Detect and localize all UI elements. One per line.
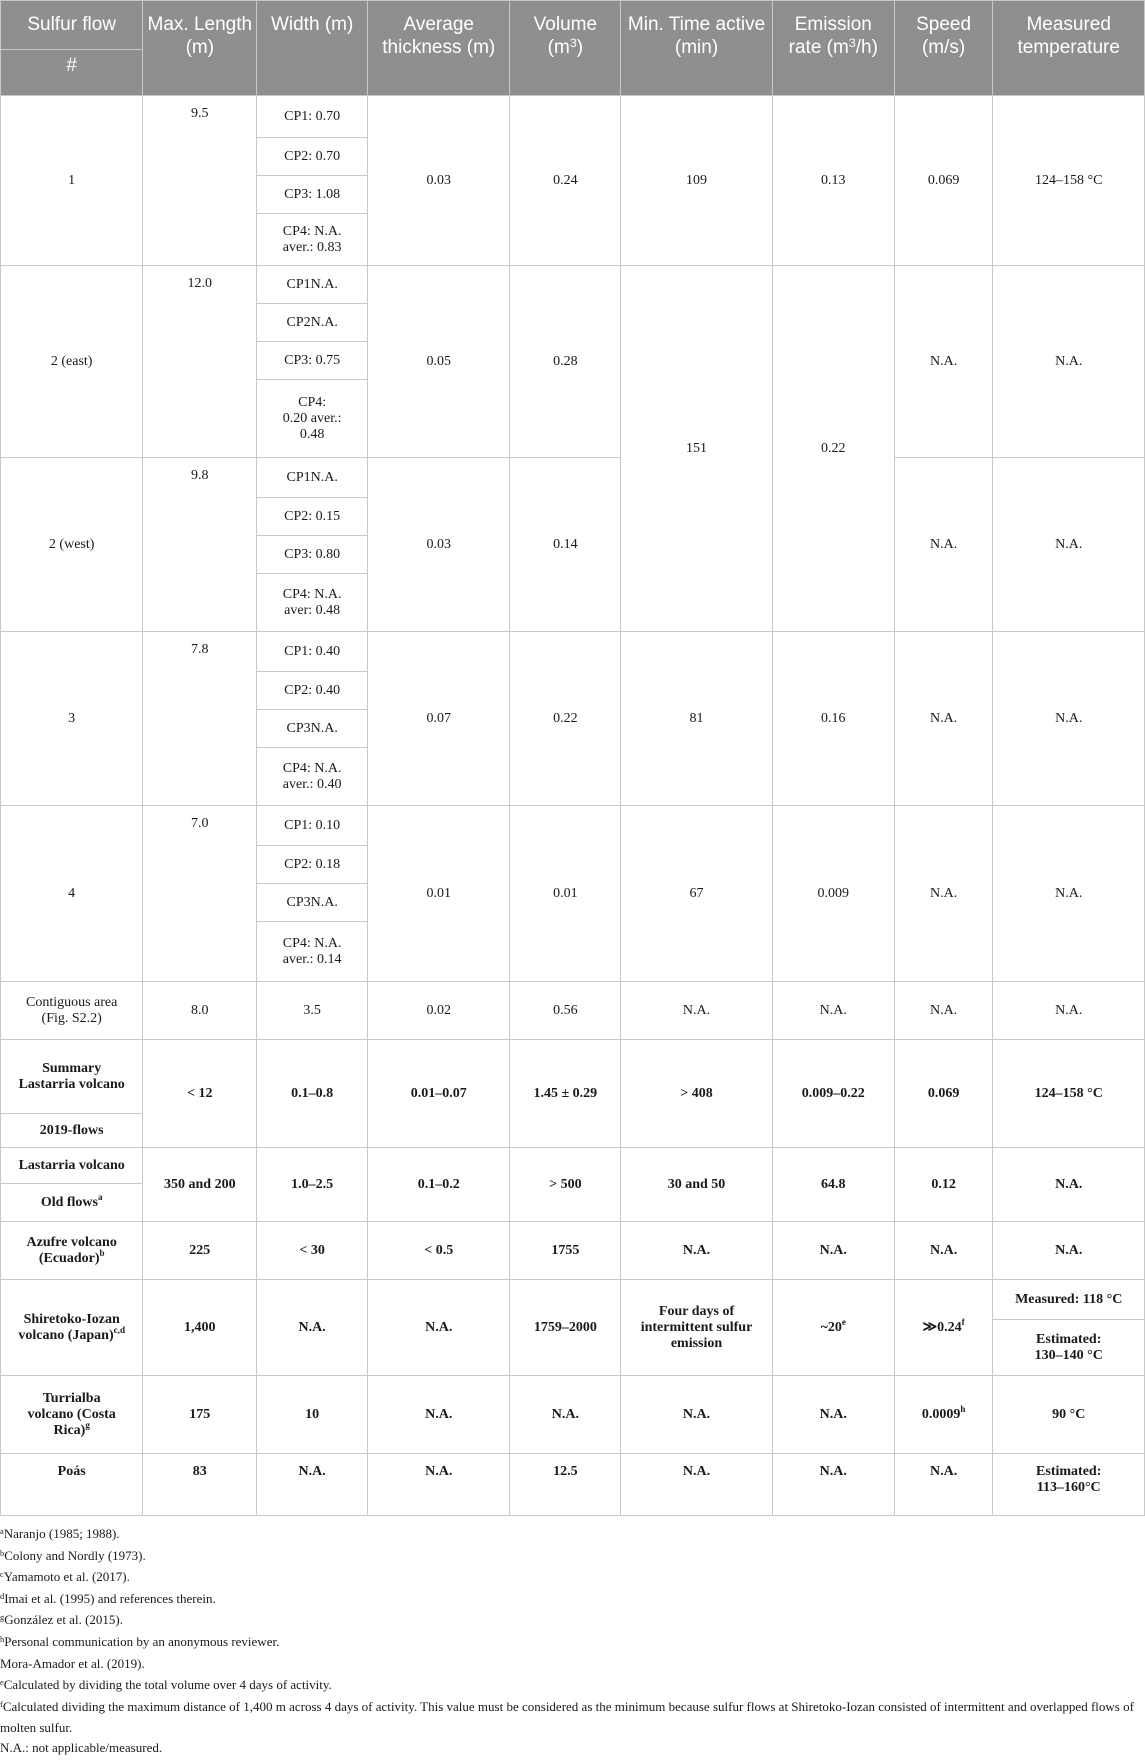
cell-length: 175 bbox=[143, 1376, 257, 1454]
cell-thickness: N.A. bbox=[368, 1454, 510, 1516]
table-header bbox=[1, 1, 1145, 96]
cell-width: 3.5 bbox=[257, 982, 368, 1040]
cell-thickness: 0.02 bbox=[368, 982, 510, 1040]
footnote: $^h$Personal communication by an anonymous reviewer. bbox=[0, 1633, 280, 1649]
cell-width-cp1: CP1: 0.40 bbox=[257, 632, 368, 672]
cell-length: 9.8 bbox=[143, 458, 257, 632]
cell-width-cp4: CP4: N.A. aver.: 0.40 bbox=[257, 748, 368, 806]
cell-thickness: N.A. bbox=[368, 1280, 510, 1376]
footnote: $^e$Calculated by dividing the total volume over 4 days of activity. bbox=[0, 1677, 332, 1693]
cell-width-cp4: CP4: N.A. aver.: 0.14 bbox=[257, 922, 368, 982]
cell-width-cp2: CP2: 0.15 bbox=[257, 498, 368, 536]
cell-volume: > 500 bbox=[510, 1148, 621, 1222]
footnote: $^c$Yamamoto et al. (2017). bbox=[0, 1569, 130, 1585]
cell-length: < 12 bbox=[143, 1040, 257, 1148]
cell-flow-name: Azufre volcano (Ecuador)$^b$ bbox=[1, 1222, 143, 1280]
footnote: N.A.: not applicable/measured. bbox=[0, 1739, 163, 1755]
cell-volume: 0.22 bbox=[510, 632, 621, 806]
header-volume: Volume $(m^3)$ bbox=[510, 1, 621, 96]
cell-flow-name: Turrialba volcano (Costa Rica)$^g$ bbox=[1, 1376, 143, 1454]
cell-thickness: 0.03 bbox=[368, 458, 510, 632]
cell-time: N.A. bbox=[621, 982, 773, 1040]
cell-time: N.A. bbox=[621, 1222, 773, 1280]
table-row bbox=[1, 1376, 1145, 1454]
cell-width: < 30 bbox=[257, 1222, 368, 1280]
header-hash: # bbox=[1, 50, 143, 96]
cell-width: 1.0–2.5 bbox=[257, 1148, 368, 1222]
cell-time: 109 bbox=[621, 96, 773, 266]
cell-width: 0.1–0.8 bbox=[257, 1040, 368, 1148]
cell-time: 81 bbox=[621, 632, 773, 806]
cell-width-cp2: CP2: 0.40 bbox=[257, 672, 368, 710]
cell-length: 350 and 200 bbox=[143, 1148, 257, 1222]
cell-width-cp4: CP4: N.A. aver: 0.48 bbox=[257, 574, 368, 632]
cell-temp: N.A. bbox=[993, 632, 1145, 806]
footnote: $^g$González et al. (2015). bbox=[0, 1612, 123, 1628]
footnote: $^b$Colony and Nordly (1973). bbox=[0, 1547, 146, 1563]
cell-flow-name: 2 (east) bbox=[1, 266, 143, 458]
cell-width-cp2: CP2: 0.70 bbox=[257, 138, 368, 176]
cell-temp: 124–158 °C bbox=[993, 96, 1145, 266]
cell-speed: N.A. bbox=[894, 632, 993, 806]
cell-flow-name: Summary Lastarria volcano bbox=[1, 1040, 143, 1114]
cell-width-cp3: CP3N.A. bbox=[257, 710, 368, 748]
table-row bbox=[1, 266, 1145, 304]
cell-flow-name: Lastarria volcano bbox=[1, 1148, 143, 1184]
cell-temp: N.A. bbox=[993, 1222, 1145, 1280]
cell-width-cp3: CP3N.A. bbox=[257, 884, 368, 922]
cell-temp: N.A. bbox=[993, 458, 1145, 632]
cell-width-cp3: CP3: 1.08 bbox=[257, 176, 368, 214]
cell-volume: 0.28 bbox=[510, 266, 621, 458]
cell-thickness: 0.01 bbox=[368, 806, 510, 982]
cell-time: 151 bbox=[621, 266, 773, 632]
header-speed: Speed (m/s) bbox=[894, 1, 993, 96]
cell-rate: 64.8 bbox=[772, 1148, 894, 1222]
cell-length: 1,400 bbox=[143, 1280, 257, 1376]
cell-volume: 0.24 bbox=[510, 96, 621, 266]
cell-width: 10 bbox=[257, 1376, 368, 1454]
table-row bbox=[1, 1040, 1145, 1114]
cell-flow-name: Shiretoko-Iozan volcano (Japan)$^{c,d}$ bbox=[1, 1280, 143, 1376]
header-min-time: Min. Time active (min) bbox=[621, 1, 773, 96]
header-avg-thickness: Average thickness (m) bbox=[368, 1, 510, 96]
cell-width: N.A. bbox=[257, 1280, 368, 1376]
cell-width-cp1: CP1: 0.10 bbox=[257, 806, 368, 846]
cell-speed: 0.069 bbox=[894, 96, 993, 266]
table-row bbox=[1, 1222, 1145, 1280]
header-emission-rate: Emission rate $(m^3/h)$ bbox=[772, 1, 894, 96]
cell-speed: N.A. bbox=[894, 806, 993, 982]
cell-speed: N.A. bbox=[894, 458, 993, 632]
footnote: $^f$Calculated dividing the maximum distance of 1,400 m across 4 days of activity. This value must be considered as the minimum because sulfur flows at Shiretoko-Iozan consisted of intermittent and overlapped flows of molten sulfur. bbox=[0, 1698, 1134, 1736]
cell-rate: N.A. bbox=[772, 1454, 894, 1516]
cell-length: 83 bbox=[143, 1454, 257, 1516]
cell-temp: Estimated: 113–160°C bbox=[993, 1454, 1145, 1516]
table-row bbox=[1, 96, 1145, 138]
cell-speed: 0.0009$^h$ bbox=[894, 1376, 993, 1454]
cell-speed: 0.12 bbox=[894, 1148, 993, 1222]
cell-speed: ≫0.24$^f$ bbox=[894, 1280, 993, 1376]
cell-thickness: 0.01–0.07 bbox=[368, 1040, 510, 1148]
cell-thickness: 0.05 bbox=[368, 266, 510, 458]
table-row bbox=[1, 1148, 1145, 1184]
cell-volume: 12.5 bbox=[510, 1454, 621, 1516]
footnote: $^a$Naranjo (1985; 1988). bbox=[0, 1526, 120, 1541]
cell-temp: N.A. bbox=[993, 266, 1145, 458]
cell-time: N.A. bbox=[621, 1454, 773, 1516]
cell-volume: 0.56 bbox=[510, 982, 621, 1040]
cell-time: 30 and 50 bbox=[621, 1148, 773, 1222]
cell-rate: N.A. bbox=[772, 982, 894, 1040]
cell-volume: N.A. bbox=[510, 1376, 621, 1454]
table-row bbox=[1, 806, 1145, 846]
cell-length: 8.0 bbox=[143, 982, 257, 1040]
cell-rate: N.A. bbox=[772, 1376, 894, 1454]
cell-speed: N.A. bbox=[894, 982, 993, 1040]
header-width: Width (m) bbox=[257, 1, 368, 96]
cell-volume: 1759–2000 bbox=[510, 1280, 621, 1376]
cell-thickness: 0.07 bbox=[368, 632, 510, 806]
cell-thickness: < 0.5 bbox=[368, 1222, 510, 1280]
cell-time: 67 bbox=[621, 806, 773, 982]
cell-flow-subname: 2019-flows bbox=[1, 1114, 143, 1148]
cell-width-cp4: CP4: N.A. aver.: 0.83 bbox=[257, 214, 368, 266]
cell-rate: 0.22 bbox=[772, 266, 894, 632]
cell-flow-name: 1 bbox=[1, 96, 143, 266]
cell-temp: N.A. bbox=[993, 982, 1145, 1040]
cell-length: 7.0 bbox=[143, 806, 257, 982]
cell-temp-estimated: Estimated: 130–140 °C bbox=[993, 1320, 1145, 1376]
cell-flow-name: 4 bbox=[1, 806, 143, 982]
cell-width-cp1: CP1N.A. bbox=[257, 266, 368, 304]
cell-time: > 408 bbox=[621, 1040, 773, 1148]
cell-width-cp3: CP3: 0.75 bbox=[257, 342, 368, 380]
cell-temp-measured: Measured: 118 °C bbox=[993, 1280, 1145, 1320]
header-temperature: Measured temperature bbox=[993, 1, 1145, 96]
cell-flow-subname: Old flows$^a$ bbox=[1, 1184, 143, 1222]
header-max-length: Max. Length (m) bbox=[143, 1, 257, 96]
cell-rate: N.A. bbox=[772, 1222, 894, 1280]
table-row bbox=[1, 982, 1145, 1040]
table-row bbox=[1, 458, 1145, 498]
cell-length: 9.5 bbox=[143, 96, 257, 266]
cell-width-cp1: CP1: 0.70 bbox=[257, 96, 368, 138]
cell-flow-name: 2 (west) bbox=[1, 458, 143, 632]
cell-flow-name: Contiguous area (Fig. S2.2) bbox=[1, 982, 143, 1040]
cell-width-cp2: CP2N.A. bbox=[257, 304, 368, 342]
cell-width: N.A. bbox=[257, 1454, 368, 1516]
cell-volume: 1.45 ± 0.29 bbox=[510, 1040, 621, 1148]
cell-flow-name: 3 bbox=[1, 632, 143, 806]
cell-rate: 0.009–0.22 bbox=[772, 1040, 894, 1148]
cell-rate: 0.009 bbox=[772, 806, 894, 982]
cell-length: 225 bbox=[143, 1222, 257, 1280]
cell-speed: N.A. bbox=[894, 266, 993, 458]
table-row bbox=[1, 1454, 1145, 1516]
footnote: Mora-Amador et al. (2019). bbox=[0, 1655, 145, 1671]
cell-temp: 90 °C bbox=[993, 1376, 1145, 1454]
cell-rate: ~20e bbox=[772, 1280, 894, 1376]
cell-speed: 0.069 bbox=[894, 1040, 993, 1148]
cell-flow-name: Poás bbox=[1, 1454, 143, 1516]
cell-speed: N.A. bbox=[894, 1454, 993, 1516]
cell-volume: 0.01 bbox=[510, 806, 621, 982]
cell-thickness: 0.03 bbox=[368, 96, 510, 266]
cell-temp: N.A. bbox=[993, 806, 1145, 982]
cell-width-cp2: CP2: 0.18 bbox=[257, 846, 368, 884]
cell-volume: 0.14 bbox=[510, 458, 621, 632]
cell-thickness: 0.1–0.2 bbox=[368, 1148, 510, 1222]
footnotes bbox=[0, 1524, 1140, 1760]
cell-length: 7.8 bbox=[143, 632, 257, 806]
footnote: $^d$Imai et al. (1995) and references therein. bbox=[0, 1590, 216, 1606]
header-sulfur-flow: Sulfur flow bbox=[1, 1, 143, 50]
table-row bbox=[1, 632, 1145, 672]
cell-width-cp1: CP1N.A. bbox=[257, 458, 368, 498]
table-row bbox=[1, 1280, 1145, 1320]
cell-thickness: N.A. bbox=[368, 1376, 510, 1454]
cell-volume: 1755 bbox=[510, 1222, 621, 1280]
cell-time: Four days of intermittent sulfur emission bbox=[621, 1280, 773, 1376]
cell-time: N.A. bbox=[621, 1376, 773, 1454]
cell-speed: N.A. bbox=[894, 1222, 993, 1280]
cell-length: 12.0 bbox=[143, 266, 257, 458]
cell-temp: N.A. bbox=[993, 1148, 1145, 1222]
cell-width-cp3: CP3: 0.80 bbox=[257, 536, 368, 574]
cell-temp: 124–158 °C bbox=[993, 1040, 1145, 1148]
cell-rate: 0.16 bbox=[772, 632, 894, 806]
cell-rate: 0.13 bbox=[772, 96, 894, 266]
cell-width-cp4: CP4: 0.20 aver.: 0.48 bbox=[257, 380, 368, 458]
